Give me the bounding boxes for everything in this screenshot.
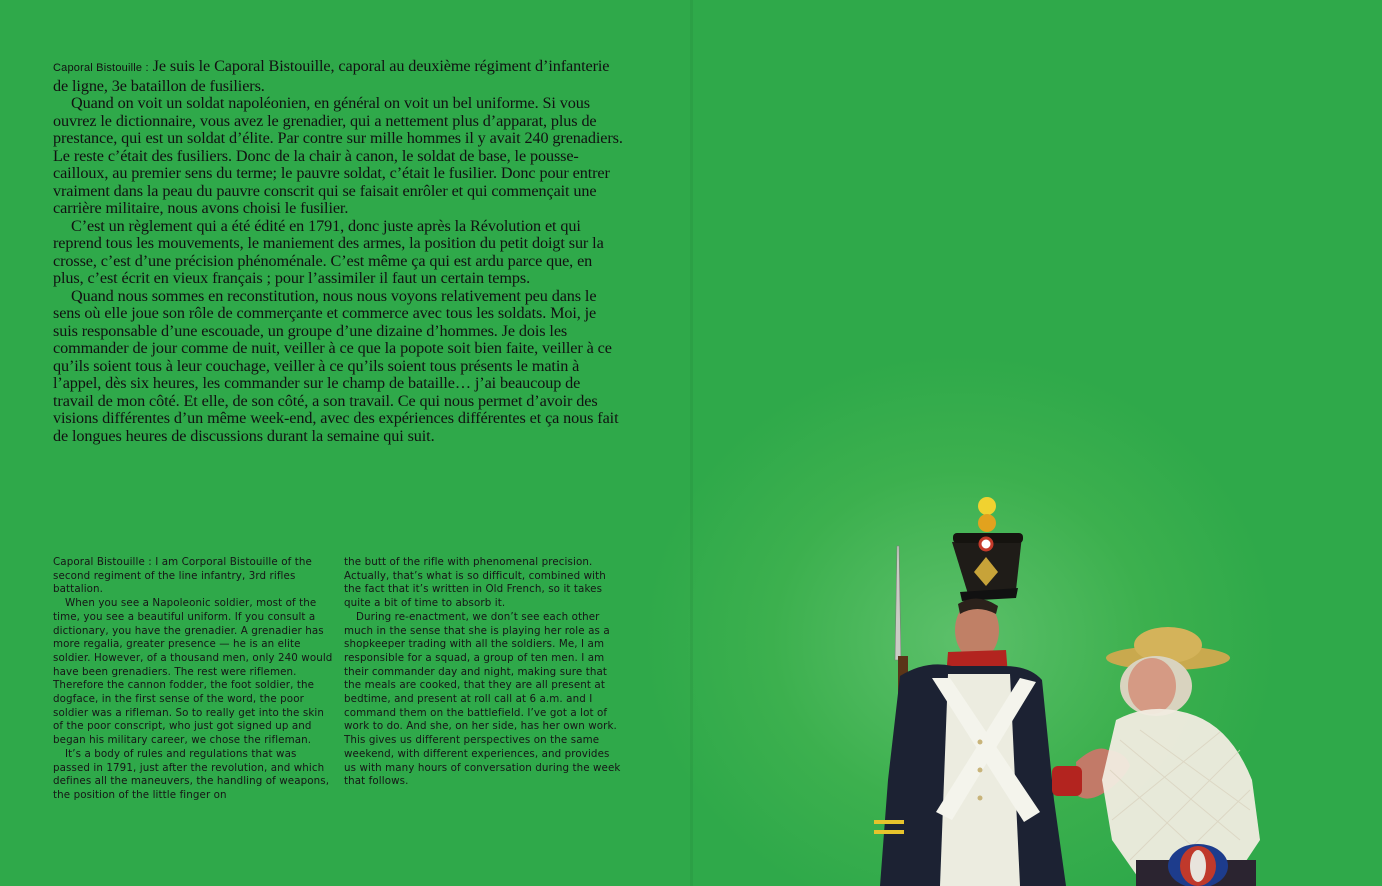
english-paragraph-5: During re-enactment, we don’t see each other much in the sense that she is playing her role as a shopkeeper trading with all the soldiers. Me, I am responsible for a squad, a group of ten men. I am their commander day and night, making sure that the meals are cooked, that they are all present at bedtime, and present at roll call at 6 a.m. and I command them on the battlefield. I’ve got a lot of work to do. And she, on her side, has her own work. This gives us different perspectives on the same weekend, with different experiences, and provides us with many hours of conversation during the week that follows. xyxy=(344,610,621,788)
english-paragraph-2: When you see a Napoleonic soldier, most of the time, you see a beautiful uniform. If you consult a dictionary, you have the grenadier. A grenadier has more regalia, greater presence — he is an elite soldier. However, of a thousand men, only 240 would have been grenadiers. The rest were riflemen. Therefore the cannon fodder, the foot soldier, the dogface, in the first sense of the word, the poor soldier was a rifleman. So to really get into the skin of the poor conscript, who just got signed up and began his military career, we chose the rifleman. xyxy=(53,597,333,747)
french-paragraph-1 xyxy=(53,58,623,95)
page-gutter xyxy=(690,0,693,886)
english-column-1 xyxy=(53,556,333,803)
english-paragraph-3: It’s a body of rules and regulations that was passed in 1791, just after the revolution, and which defines all the maneuvers, the handling of weapons, the position of the little finger on xyxy=(53,747,330,801)
soldier-figure xyxy=(874,497,1130,886)
french-paragraph-4: Quand nous sommes en reconstitution, nous nous voyons relativement peu dans le sens où elle joue son rôle de commerçante et commerce avec tous les soldats. Moi, je suis responsable d’une escouade, un groupe d’une dizaine d’hommes. Je dois les commander de jour comme de nuit, veiller à ce que la popote soit bien faite, veiller à ce qu’ils soient tous à leur couchage, veiller à ce qu’ils soient tous présents le matin à l’appel, dès six heures, les commander sur le champ de bataille… j’ai beaucoup de travail de mon côté. Et elle, de son côté, a son travail. Ce qui nous permet d’avoir des visions différentes d’un même week-end, avec des expériences différentes et ça nous fait de longues heures de discussions durant la semaine qui suit. xyxy=(53,286,619,445)
woman-figure xyxy=(1102,627,1260,886)
french-text-block xyxy=(53,58,623,445)
french-paragraph-1-text: Je suis le Caporal Bistouille, caporal au deuxième régiment d’infanterie de ligne, 3e bataillon de fusiliers. xyxy=(53,57,610,95)
reenactors-photo xyxy=(840,480,1300,886)
english-paragraph-1: Caporal Bistouille : I am Corporal Bistouille of the second regiment of the line infantry, 3rd rifles battalion. xyxy=(53,556,312,596)
english-paragraph-4: the butt of the rifle with phenomenal precision. Actually, that’s what is so difficult, combined with the fact that it’s written in Old French, so it takes quite a bit of time to absorb it. xyxy=(344,556,606,610)
speaker-label-fr: Caporal Bistouille : xyxy=(53,62,149,74)
french-paragraph-2: Quand on voit un soldat napoléonien, en général on voit un bel uniforme. Si vous ouvrez le dictionnaire, vous avez le grenadier, qui a nettement plus d’apparat, plus de prestance, qui est un soldat d’élite. Par contre sur mille hommes il y avait 240 grenadiers. Le reste c’était des fusiliers. Donc de la chair à canon, le soldat de base, le pousse-cailloux, au premier sens du terme; le pauvre soldat, c’était le fusilier. Donc pour entrer vraiment dans la peau du pauvre conscrit qui se faisait enrôler et qui commençait une carrière militaire, nous avons choisi le fusilier. xyxy=(53,94,623,217)
english-column-2 xyxy=(344,556,624,789)
french-paragraph-3: C’est un règlement qui a été édité en 1791, donc juste après la Révolution et qui reprend tous les mouvements, le maniement des armes, la position du petit doigt sur la crosse, c’est d’une précision phénoménale. C’est même ça qui est ardu parce que, en plus, c’est écrit en vieux français ; pour l’assimiler il faut un certain temps. xyxy=(53,216,604,287)
